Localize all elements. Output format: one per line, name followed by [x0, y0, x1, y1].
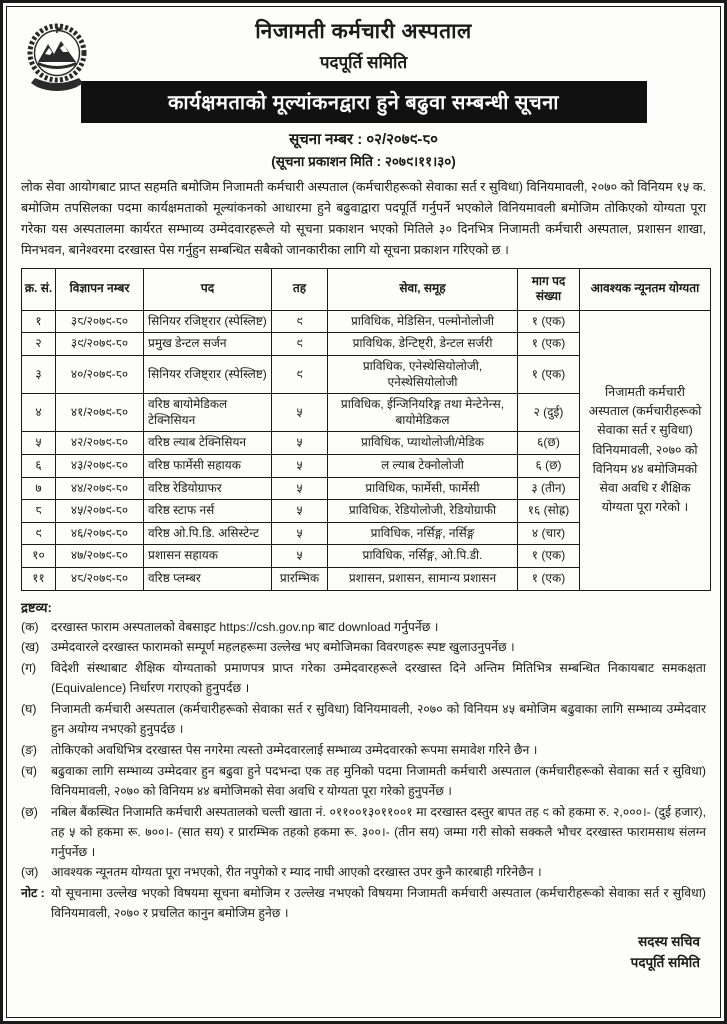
- note-item: [21, 884, 706, 924]
- cell-ad-number: ४२/२०७९-८०: [56, 432, 144, 455]
- cell-post: वरिष्ठ स्टाफ नर्स: [144, 500, 272, 523]
- header-row: [22, 268, 711, 310]
- note-label: (ख): [21, 640, 40, 655]
- cell-vacancy-count: १ (एक): [518, 333, 580, 356]
- cell-ad-number: ४८/२०७९-८०: [56, 567, 144, 590]
- note-item: [21, 863, 706, 883]
- committee-name: पदपूर्ति समिति: [319, 53, 408, 72]
- header-min-qualification: आवश्यक न्यूनतम योग्यता: [580, 268, 711, 310]
- cell-ad-number: ३९/२०७९-८०: [56, 333, 144, 356]
- cell-post: वरिष्ठ प्लम्बर: [144, 567, 272, 590]
- note-text: बढुवाका लागि सम्भाव्य उम्मेदवार हुन बढुवा हुने पदभन्दा एक तह मुनिको पदमा निजामती कर्मचारी अस्पताल (कर्मचारीहरूको सेवाका सर्त र सुविधा) विनियमावली, २०७० को विनियम ४४ बमोजिमको सेवा अवधि र योग्यता पूरा गरेको हुनुपर्नेछ ।: [51, 763, 706, 798]
- header-sn: क्र. सं.: [22, 268, 56, 310]
- cell-level: ५: [272, 545, 328, 568]
- cell-sn: १: [22, 310, 56, 333]
- org-name: निजामती कर्मचारी अस्पताल: [255, 20, 472, 43]
- signature-committee: पदपूर्ति समिति: [630, 955, 700, 971]
- note-text: निजामती कर्मचारी अस्पताल (कर्मचारीहरूको सेवाका सर्त र सुविधा) विनियमावली, २०७० को विनियम ४५ बमोजिम बढुवाका लागि सम्भाव्य उम्मेदवार हुन अयोग्य नभएको हुनुपर्दछ ।: [51, 702, 706, 737]
- cell-ad-number: ४३/२०७९-८०: [56, 454, 144, 477]
- header-post: पद: [144, 268, 272, 310]
- cell-service-group: प्राविधिक, नर्सिङ्ग, नर्सिङ्ग: [328, 522, 518, 545]
- cell-level: ९: [272, 356, 328, 394]
- cell-level: ९: [272, 333, 328, 356]
- cell-post: वरिष्ठ रेडियोग्राफर: [144, 477, 272, 500]
- cell-post: वरिष्ठ फार्मेसी सहायक: [144, 454, 272, 477]
- hospital-emblem-logo: [25, 21, 89, 103]
- note-text: उम्मेदवारले दरखास्त फारामको सम्पूर्ण महलहरूमा उल्लेख भए बमोजिमका विवरणहरू स्पष्ट खुलाउनुपर्नेछ ।: [51, 640, 515, 655]
- note-item: [21, 700, 706, 740]
- cell-post: सिनियर रजिष्ट्रार (स्पेस्लिष्ट): [144, 310, 272, 333]
- cell-vacancy-count: १ (एक): [518, 567, 580, 590]
- note-label: (क): [21, 619, 39, 634]
- cell-level: ५: [272, 477, 328, 500]
- cell-vacancy-count: १ (एक): [518, 545, 580, 568]
- notice-number-line: सूचना नम्बर : ०२/२०७९-८०: [289, 131, 438, 148]
- note-text: तोकिएको अवधिभित्र दरखास्त पेस नगरेमा त्यस्तो उम्मेदवारलाई सम्भाव्य उम्मेदवारको रूपमा समावेश गरिने छैन ।: [51, 742, 538, 757]
- cell-level: प्रारम्भिक: [272, 567, 328, 590]
- cell-post: वरिष्ठ ओ.पि.डि. असिस्टेन्ट: [144, 522, 272, 545]
- cell-sn: ६: [22, 454, 56, 477]
- notes-heading: द्रष्टव्य:: [21, 599, 52, 615]
- cell-service-group: प्रशासन, प्रशासन, सामान्य प्रशासन: [328, 567, 518, 590]
- cell-level: ५: [272, 394, 328, 432]
- cell-service-group: प्राविधिक, डेन्टिष्ट्री, डेन्टल सर्जरी: [328, 333, 518, 356]
- cell-ad-number: ४६/२०७९-८०: [56, 522, 144, 545]
- cell-ad-number: ३८/२०७९-८०: [56, 310, 144, 333]
- cell-vacancy-count: ४ (चार): [518, 522, 580, 545]
- cell-service-group: प्राविधिक, नर्सिङ्ग, ओ.पि.डी.: [328, 545, 518, 568]
- note-label: (च): [21, 763, 37, 778]
- cell-service-group: प्राविधिक, ईन्जिनियरिङ्ग तथा मेन्टेनेन्स, बायोमेडिकल: [328, 394, 518, 432]
- cell-post: सिनियर रजिष्ट्रार (स्पेस्लिष्ट): [144, 356, 272, 394]
- note-item: [21, 803, 706, 863]
- cell-level: ९: [272, 310, 328, 333]
- notice-inner-frame: [6, 6, 721, 1018]
- cell-ad-number: ४५/२०७९-८०: [56, 500, 144, 523]
- cell-sn: ९: [22, 522, 56, 545]
- header-service-group: सेवा, समूह: [328, 268, 518, 310]
- cell-sn: २: [22, 333, 56, 356]
- header-vacancy-count: माग पद संख्या: [518, 268, 580, 310]
- signature-block: [21, 932, 706, 974]
- cell-ad-number: ४७/२०७९-८०: [56, 545, 144, 568]
- header-level: तह: [272, 268, 328, 310]
- note-label: (ङ): [21, 742, 38, 757]
- note-text: यो सूचनामा उल्लेख भएको विषयमा सूचना बमोजिम र उल्लेख नभएको विषयमा निजामती कर्मचारी अस्पताल (कर्मचारीहरूको सेवाका सर्त र सुविधा) विनियमावली, २०७० र प्रचलित कानुन बमोजिम हुनेछ ।: [51, 886, 706, 921]
- vacancy-table: [21, 268, 711, 591]
- notice-banner-title: कार्यक्षमताको मूल्यांकनद्वारा हुने बढुवा सम्बन्धी सूचना: [81, 81, 647, 123]
- cell-post: वरिष्ठ बायोमेडिकल टेक्निसियन: [144, 394, 272, 432]
- header-ad-number: विज्ञापन नम्बर: [56, 268, 144, 310]
- note-item: [21, 638, 706, 658]
- cell-sn: ५: [22, 432, 56, 455]
- cell-service-group: प्राविधिक, प्याथोलोजी/मेडिक: [328, 432, 518, 455]
- cell-service-group: प्राविधिक, रेडियोलोजी, रेडियोग्राफी: [328, 500, 518, 523]
- vacancy-table-body: [22, 310, 711, 590]
- cell-vacancy-count: ३ (तीन): [518, 477, 580, 500]
- note-text: आवश्यक न्यूनतम योग्यता पूरा नभएको, रीत नपुगेको र म्याद नाघी आएको दरखास्त उपर कुनै कारबाही गरिनेछैन ।: [51, 865, 542, 880]
- cell-sn: ३: [22, 356, 56, 394]
- cell-vacancy-count: १६ (सोह्र): [518, 500, 580, 523]
- cell-sn: ११: [22, 567, 56, 590]
- cell-vacancy-count: १ (एक): [518, 356, 580, 394]
- cell-service-group: ल ल्याब टेक्नोलोजी: [328, 454, 518, 477]
- cell-vacancy-count: ६ (छ): [518, 454, 580, 477]
- table-row: [22, 310, 711, 333]
- cell-post: वरिष्ठ ल्याब टेक्निसियन: [144, 432, 272, 455]
- cell-sn: ४: [22, 394, 56, 432]
- note-text: दरखास्त फाराम अस्पतालको वेबसाइट https://csh.gov.np बाट download गर्नुपर्नेछ ।: [51, 619, 439, 634]
- cell-vacancy-count: २ (दुई): [518, 394, 580, 432]
- cell-sn: ८: [22, 500, 56, 523]
- header: [21, 17, 706, 170]
- notes-list: [21, 618, 706, 925]
- note-label: (ग): [21, 661, 37, 676]
- cell-sn: ७: [22, 477, 56, 500]
- cell-level: ५: [272, 454, 328, 477]
- note-text: नबिल बैंकस्थित निजामति कर्मचारी अस्पतालको चल्ती खाता नं. ०११००१३०११००१ मा दरखास्त दस्तुर बापत तह ९ को हकमा रु. २,०००।- (दुई हजार), तह ५ को हकमा रू. ७००।- (सात सय) र प्रारम्भिक तहको हकमा रू. ३००।- (तीन सय) जम्मा गरी सोको सक्कलै भौचर दरखास्त फारामसाथ संलग्न गर्नुपर्नेछ ।: [51, 804, 706, 859]
- signature-role: सदस्य सचिव: [638, 934, 700, 950]
- note-item: [21, 618, 706, 638]
- cell-ad-number: ४०/२०७९-८०: [56, 356, 144, 394]
- note-item: [21, 741, 706, 761]
- cell-level: ५: [272, 432, 328, 455]
- note-label: (ज): [21, 865, 39, 880]
- note-item: [21, 762, 706, 802]
- cell-vacancy-count: ६(छ): [518, 432, 580, 455]
- vacancy-table-head: [22, 268, 711, 310]
- notes-section: [21, 598, 706, 925]
- cell-service-group: प्राविधिक, मेडिसिन, पल्मोनोलोजी: [328, 310, 518, 333]
- note-label: नोट :: [21, 886, 45, 901]
- cell-service-group: प्राविधिक, फार्मेसी, फार्मेसी: [328, 477, 518, 500]
- cell-ad-number: ४४/२०७९-८०: [56, 477, 144, 500]
- cell-level: ५: [272, 500, 328, 523]
- cell-sn: १०: [22, 545, 56, 568]
- cell-post: प्रशासन सहायक: [144, 545, 272, 568]
- note-label: (छ): [21, 804, 38, 819]
- publish-date-line: (सूचना प्रकाशन मिति : २०७९।११।३०): [271, 154, 456, 169]
- cell-ad-number: ४१/२०७९-८०: [56, 394, 144, 432]
- cell-qualification-note: निजामती कर्मचारी अस्पताल (कर्मचारीहरूको सेवाका सर्त र सुविधा) विनियमावली, २०७० को विनियम ४४ बमोजिमको सेवा अवधि र शैक्षिक योग्यता पूरा गरेको ।: [580, 310, 711, 590]
- note-item: [21, 659, 706, 699]
- note-text: विदेशी संस्थाबाट शैक्षिक योग्यताको प्रमाणपत्र प्राप्त गरेका उम्मेदवारहरूले दरखास्त दिने अन्तिम मितिभित्र सम्बन्धित निकायबाट समकक्षता (Equivalence) निर्धारण गराएको हुनुपर्दछ ।: [51, 661, 706, 696]
- cell-level: ५: [272, 522, 328, 545]
- intro-paragraph: लोक सेवा आयोगबाट प्राप्त सहमति बमोजिम निजामती कर्मचारी अस्पताल (कर्मचारीहरूको सेवाका सर्त र सुविधा) विनियमावली, २०७० को विनियम १५ क. बमोजिम तपसिलका पदमा कार्यक्षमताको मूल्यांकनको आधारमा हुने बढुवाद्वारा पदपूर्ति गर्नुपर्ने भएकोले विनियमावली बमोजिम तोकिएको योग्यता पूरा गरेका यस अस्पतालमा कार्यरत सम्भाव्य उम्मेदवारहरूले यो सूचना प्रकाशन भएको मितिले ३० दिनभित्र निजामती कर्मचारी अस्पताल, प्रशासन शाखा, मिनभवन, बानेश्वरमा दरखास्त पेस गर्नुहुन सम्बन्धित सबैको जानकारीका लागि यो सूचना प्रकाशन गरिएको छ ।: [21, 180, 706, 258]
- note-label: (घ): [21, 702, 37, 717]
- cell-vacancy-count: १ (एक): [518, 310, 580, 333]
- cell-post: प्रमुख डेन्टल सर्जन: [144, 333, 272, 356]
- cell-service-group: प्राविधिक, एनेस्थेसियोलोजी, एनेस्थेसियोलोजी: [328, 356, 518, 394]
